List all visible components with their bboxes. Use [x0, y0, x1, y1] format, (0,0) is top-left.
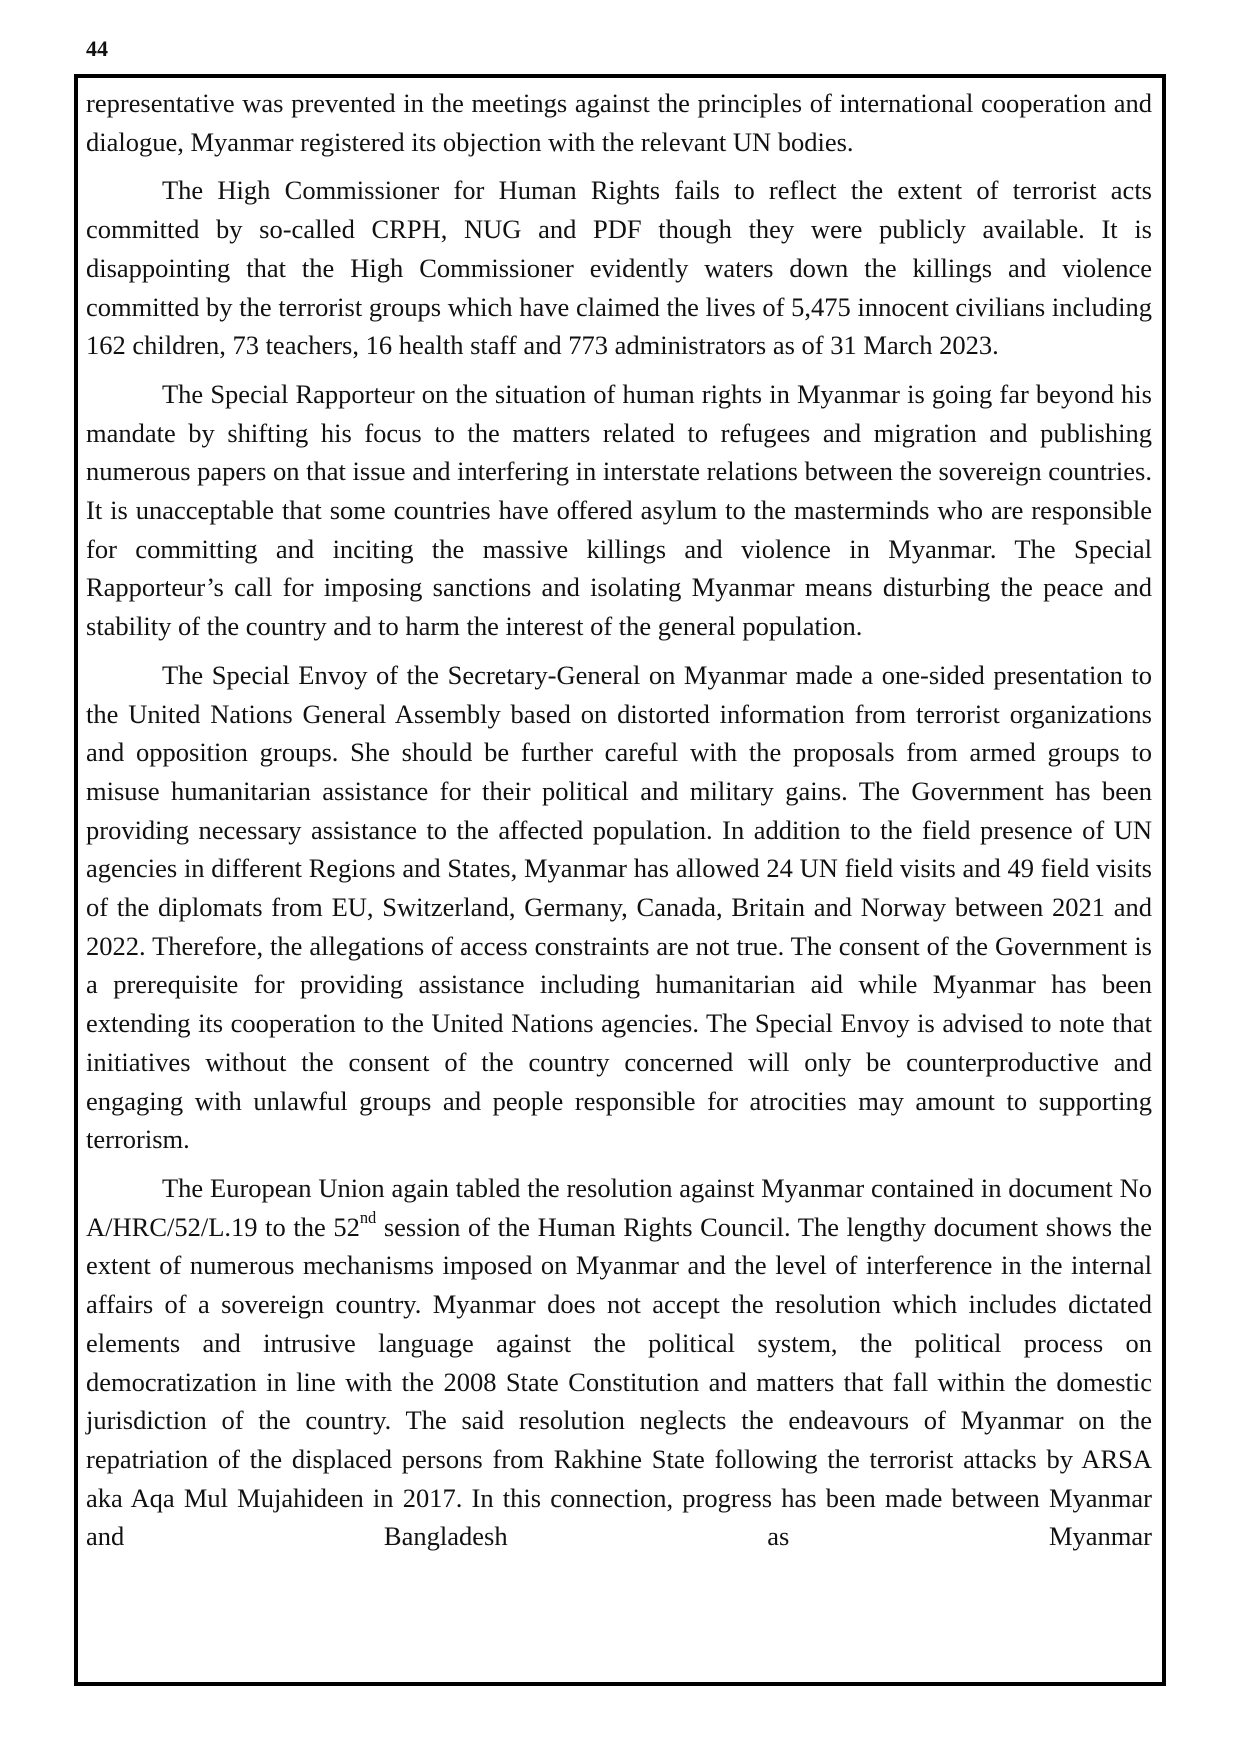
paragraph-high-commissioner: The High Commissioner for Human Rights fails to reflect the extent of terrorist acts committed by so-called CRPH, NUG and PDF though they were publicly available. It is disappointing that the High Commissioner evidently waters down the killings and violence committed by the terrorist groups which have claimed the lives of 5,475 innocent civilians including 162 children, 73 teachers, 16 health staff and 773 administrators as of 31 March 2023. — [86, 175, 1152, 361]
text-frame — [74, 74, 1166, 1686]
paragraph-text-after-superscript: session of the Human Rights Council. The lengthy document shows the extent of numerous mechanisms imposed on Myanmar and the level of interference in the internal affairs of a sovereign country. Myanmar does not accept the resolution which includes dictated elements and intrusive language against the political system, the political process on democratization in line with the 2008 State Constitution and matters that fall within the domestic jurisdiction of the country. The said resolution neglects the endeavours of Myanmar on the repatriation of the displaced persons from Rakhine State following the terrorist attacks by ARSA aka Aqa Mul Mujahideen in 2017. In this connection, progress has been made between Myanmar and Bangladesh as Myanmar — [86, 1211, 1152, 1552]
page-number: 44 — [86, 36, 108, 61]
paragraph-special-envoy: The Special Envoy of the Secretary-General on Myanmar made a one-sided presentation to the United Nations General Assembly based on distorted information from terrorist organizations and opposition groups. She should be further careful with the proposals from armed groups to misuse humanitarian assistance for their political and military gains. The Government has been providing necessary assistance to the affected population. In addition to the field presence of UN agencies in different Regions and States, Myanmar has allowed 24 UN field visits and 49 field visits of the diplomats from EU, Switzerland, Germany, Canada, Britain and Norway between 2021 and 2022. Therefore, the allegations of access constraints are not true. The consent of the Government is a prerequisite for providing assistance including humanitarian aid while Myanmar has been extending its cooperation to the United Nations agencies. The Special Envoy is advised to note that initiatives without the consent of the country concerned will only be counterproductive and engaging with unlawful groups and people responsible for atrocities may amount to supporting terrorism. — [86, 659, 1152, 1155]
paragraph-text-before-superscript: The European Union again tabled the resolution against Myanmar contained in document No A/HRC/52/L.19 to the 52 — [86, 1172, 1152, 1242]
paragraph-special-rapporteur: The Special Rapporteur on the situation of human rights in Myanmar is going far beyond his mandate by shifting his focus to the matters related to refugees and migration and publishing numerous papers on that issue and interfering in interstate relations between the sovereign countries. It is unacceptable that some countries have offered asylum to the masterminds who are responsible for committing and inciting the massive killings and violence in Myanmar. The Special Rapporteur’s call for imposing sanctions and isolating Myanmar means disturbing the peace and stability of the country and to harm the interest of the general population. — [86, 378, 1152, 642]
paragraph-european-union — [86, 1169, 1152, 1556]
paragraph-continued: representative was prevented in the meetings against the principles of international cooperation and dialogue, Myanmar registered its objection with the relevant UN bodies. — [86, 88, 1152, 157]
ordinal-superscript: nd — [359, 1208, 377, 1228]
